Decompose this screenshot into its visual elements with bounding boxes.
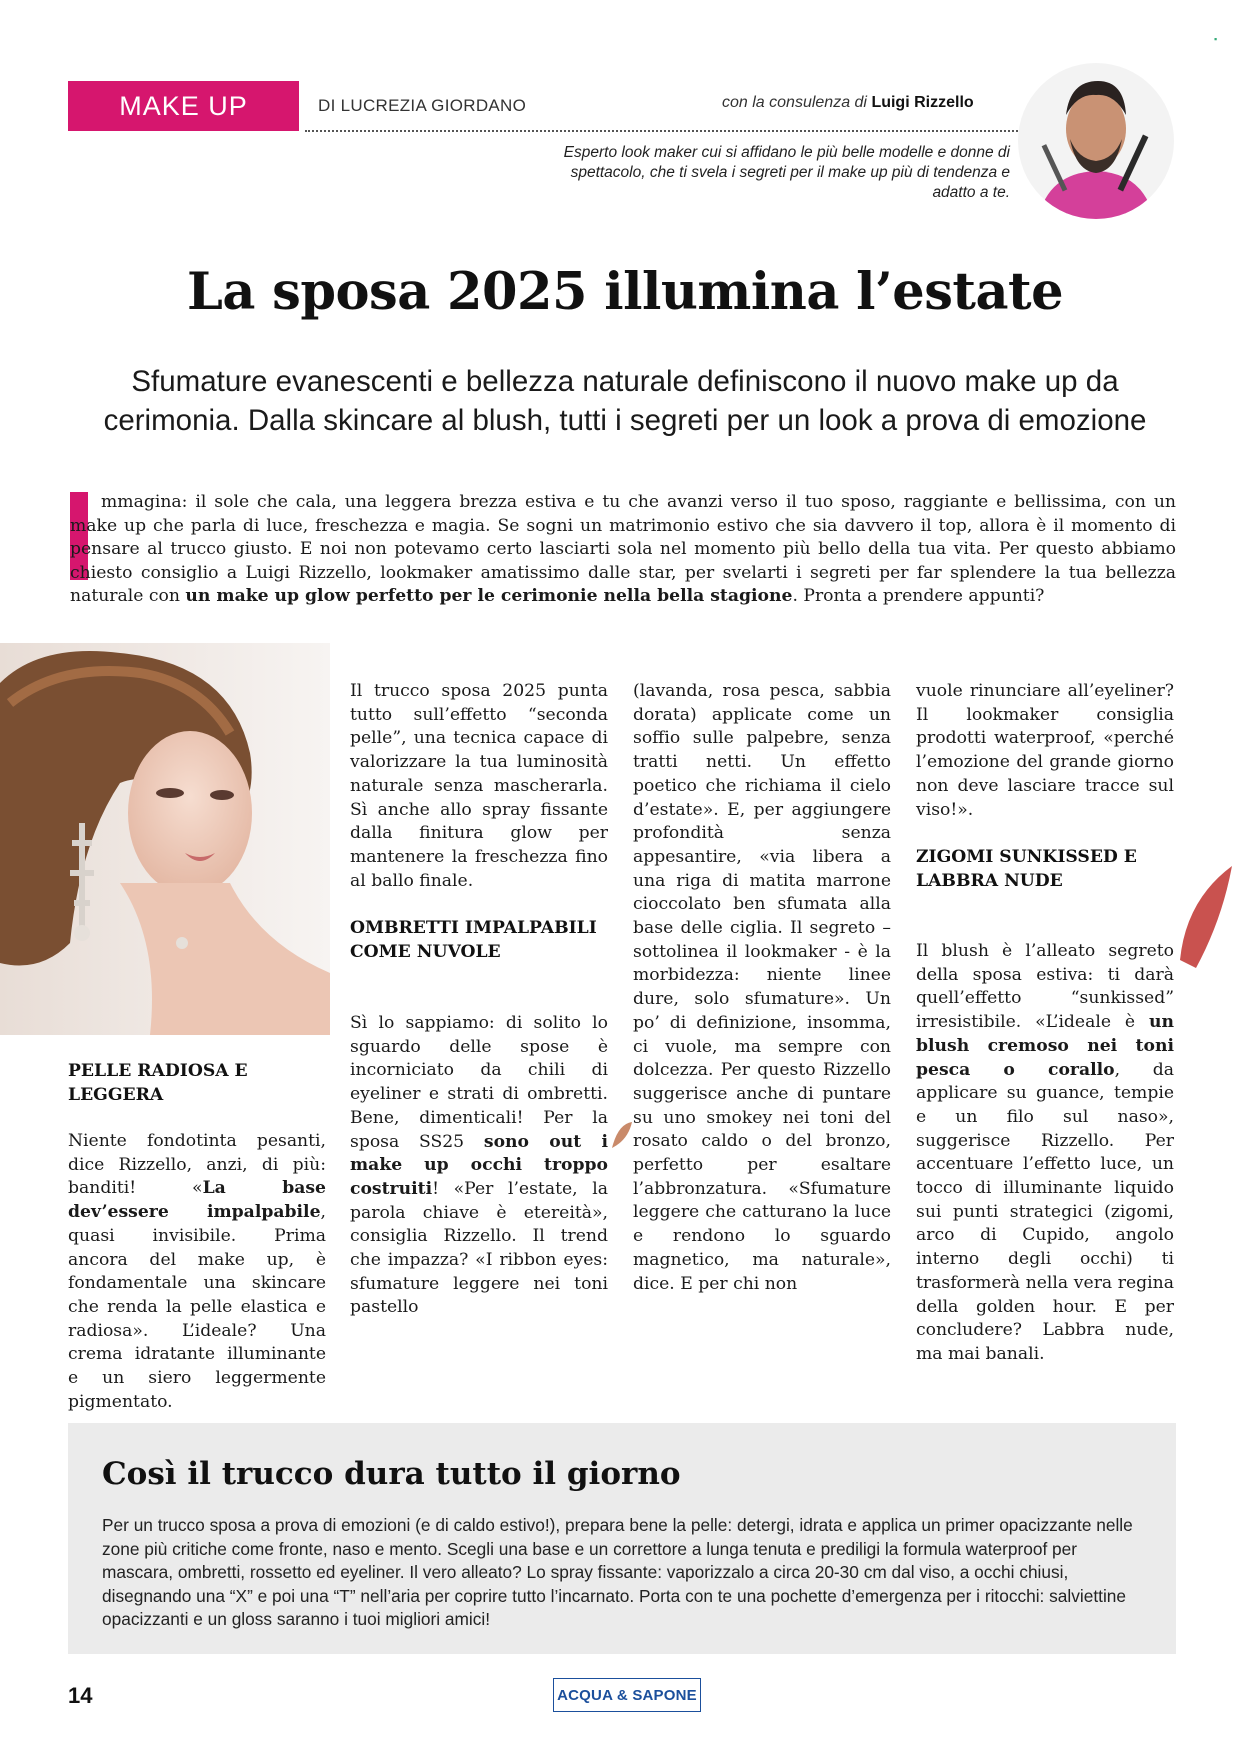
col2-text-bold: sono out i make up occhi troppo costruiti <box>350 1131 608 1199</box>
col2-paragraph-b <box>350 1012 608 1320</box>
header-dotted-rule <box>305 130 1025 132</box>
intro-text-post: . Pronta a prendere appunti? <box>792 586 1045 607</box>
lip-gloss-swatch <box>1176 860 1236 970</box>
col3-paragraph: (lavanda, rosa pesca, sabbia dorata) applicate come un soffio sulle palpebre, senza tratti netti. Un effetto poetico che richiama il cielo d’estate». E, per aggiungere profondità senza appesantire, «via libera a una riga di matita marrone cioccolato ben sfumata alla base delle ciglia. Il segreto – sottolinea il lookmaker - è la morbidezza: niente linee dure, solo sfumature». Un po’ di definizione, insomma, ci vuole, ma sempre con dolcezza. Per questo Rizzello suggerisce anche di puntare su uno smokey nei toni del rosato caldo o del bronzo, perfetto per esaltare l’abbronzatura. «Sfumature leggere che catturano la luce e rendono lo sguardo magnetico, ma naturale», dice. E per chi non <box>633 681 891 1294</box>
page-number: 14 <box>68 1683 93 1708</box>
col1-text-a: Niente fondotinta pesanti, dice Rizzello, anzi, di più: banditi! « <box>68 1131 326 1199</box>
col2-text-post: ! «Per l’estate, la parola chiave è etereità», consiglia Rizzello. Il trend che impazza? «I ribbon eyes: sfumature leggere nei toni pastello <box>350 1178 608 1318</box>
consult-prefix: con la consulenza di <box>722 94 867 111</box>
expert-description: Esperto look maker cui si affidano le più belle modelle e donne di spettacolo, che ti svela i segreti per il make up più di tendenza e adatto a te. <box>563 144 1010 201</box>
tip-box-title: Così il trucco dura tutto il giorno <box>102 1456 681 1492</box>
col2-paragraph-a: Il trucco sposa 2025 punta tutto sull’effetto “seconda pelle”, una tecnica capace di valorizzare la tua luminosità naturale senza mascherarla. Sì anche allo spray fissante dalla finitura glow per mantenere la freschezza fino al ballo finale. <box>350 681 608 891</box>
byline: DI LUCREZIA GIORDANO <box>318 96 527 115</box>
col1-text-bold: La base dev’essere impalpabile <box>68 1178 326 1223</box>
corner-mark: ▪ <box>1214 34 1218 44</box>
tip-box-text: Per un trucco sposa a prova di emozioni (e di caldo estivo!), prepara bene la pelle: detergi, idrata e applica un primer opacizzante nelle zone più critiche come fronte, naso e mento. Scegli una base e un correttore a lunga tenuta e prediligi la formula waterproof per mascara, ombretti, rossetto ed eyeliner. Il vero alleato? Lo spray fissante: vaporizzalo a circa 20-30 cm dal viso, a occhi chiusi, disegnando una “X” e poi una “T” nell’aria per coprire tutto l’incarnato. Porta con te una pochette d’emergenza per i ritocchi: salviettine opacizzanti e un gloss saranno i tuoi migliori amici! <box>102 1515 1133 1630</box>
col1-text-b: , quasi invisibile. Prima ancora del make up, è fondamentale una skincare che renda la pelle elastica e radiosa». L’ideale? Una crema idratante illuminante e un siero leggermente pigmentato. <box>68 1202 326 1412</box>
bride-portrait-photo <box>0 643 330 1035</box>
section-tag <box>68 81 299 131</box>
consultant-credit <box>722 94 974 112</box>
section-label: MAKE UP <box>119 90 248 121</box>
col4-paragraph-a: vuole rinunciare all’eyeliner? Il lookmaker consiglia prodotti waterproof, «perché l’emozione del grande giorno non deve lasciare tracce sul viso!». <box>916 681 1174 820</box>
col4-paragraph-b <box>916 940 1174 1367</box>
consultant-name: Luigi Rizzello <box>871 94 974 111</box>
subhead-ombretti: OMBRETTI IMPALPABILI COME NUVOLE <box>350 918 597 962</box>
col4-text-post: , da applicare su guance, tempie e un filo sul naso», suggerisce Rizzello. Per accentuare l’effetto luce, un tocco di illuminante liquido sui punti strategici (zigomi, arco di Cupido, angolo interno degli occhi) ti trasformerà nella vera regina della golden hour. E per concludere? Labbra nude, ma mai banali. <box>916 1059 1174 1364</box>
intro-paragraph <box>70 491 1176 609</box>
col4-text-pre: Il blush è l’alleato segreto della sposa estiva: ti darà quell’effetto “sunkissed” irresistibile. «L’ideale è <box>916 941 1174 1033</box>
subhead-pelle-radiosa: PELLE RADIOSA E LEGGERA <box>68 1061 248 1105</box>
col4-text-bold: un blush cremoso nei toni pesca o corallo <box>916 1012 1174 1080</box>
eyeshadow-swatches <box>610 1120 634 1150</box>
makeup-artist-portrait <box>1018 63 1174 219</box>
col1-paragraph <box>68 1130 326 1414</box>
brand-logo: ACQUA & SAPONE <box>553 1678 701 1712</box>
intro-text-bold: un make up glow perfetto per le cerimonie nella bella stagione <box>185 586 793 607</box>
col2-text-pre: Sì lo sappiamo: di solito lo sguardo delle spose è incorniciato da chili di eyeliner e strati di ombretti. Bene, dimenticali! Per la sposa SS25 <box>350 1013 608 1152</box>
standfirst: Sfumature evanescenti e bellezza naturale definiscono il nuovo make up da cerimonia. Dalla skincare al blush, tutti i segreti per un look a prova di emozione <box>103 365 1147 437</box>
intro-text-pre: mmagina: il sole che cala, una leggera brezza estiva e tu che avanzi verso il tuo sposo, raggiante e bellissima, con un make up che parla di luce, freschezza e magia. Se sogni un matrimonio estivo che sia davvero il top, allora è il momento di pensare al trucco giusto. E noi non potevamo certo lasciarti sola nel momento più bello della tua vita. Per questo abbiamo chiesto consiglio a Luigi Rizzello, lookmaker amatissimo dalle star, per svelarti i segreti per far splendere la tua bellezza naturale con <box>70 492 1176 607</box>
subhead-zigomi: ZIGOMI SUNKISSED E LABBRA NUDE <box>916 847 1137 891</box>
headline: La sposa 2025 illumina l’estate <box>186 262 1064 322</box>
